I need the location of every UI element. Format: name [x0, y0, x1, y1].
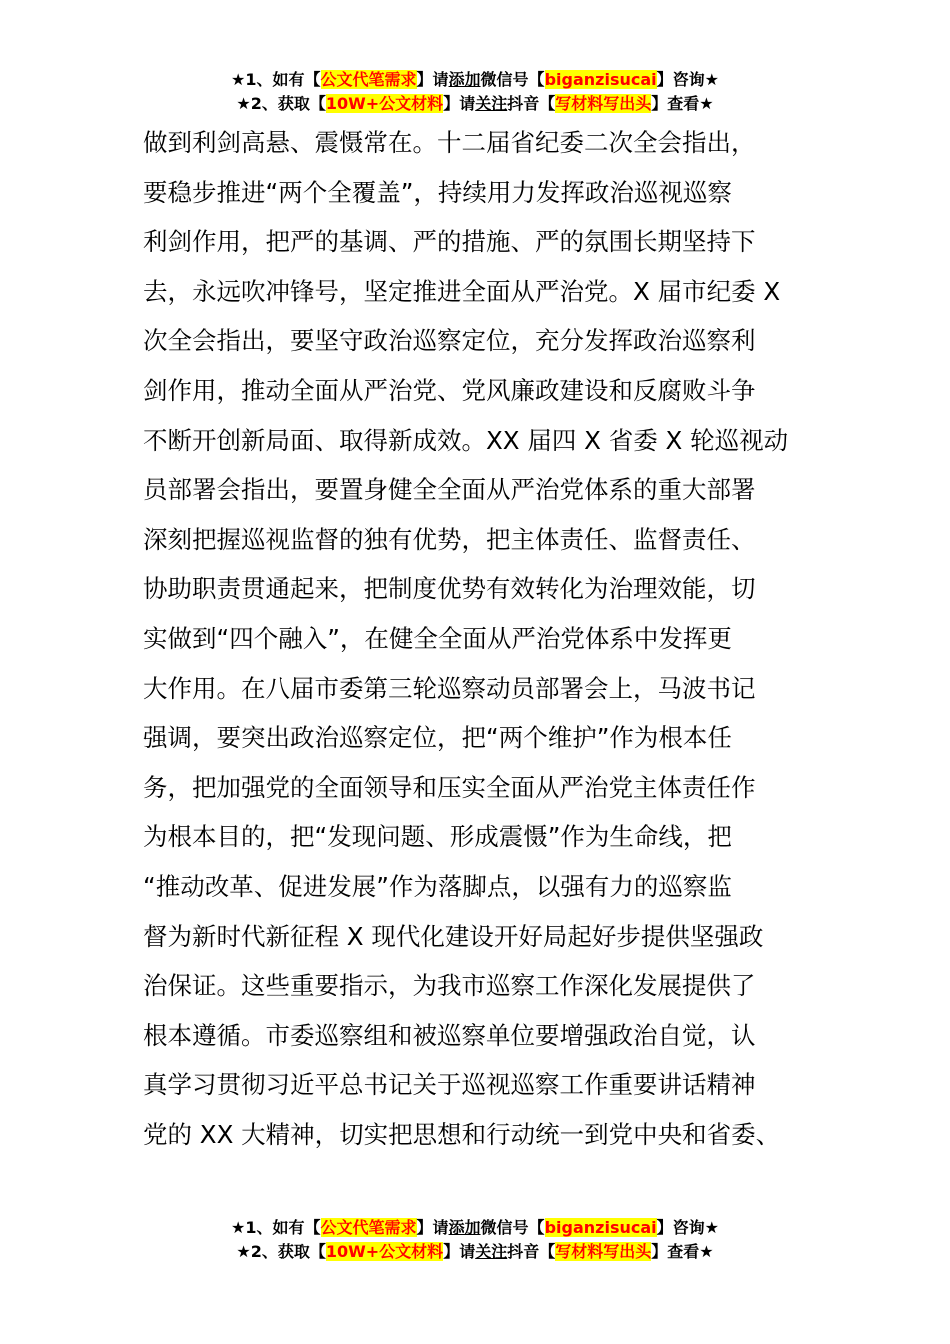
footer-highlight-materials: 10W+公文材料: [325, 1242, 444, 1261]
body-line: 次全会指出，要坚守政治巡察定位，充分发挥政治巡察利: [143, 326, 756, 356]
body-line: 强调，要突出政治巡察定位，把“两个维护”作为根本任: [143, 723, 732, 753]
header-line-1-suffix: 】咨询★: [656, 70, 719, 89]
header-line-2-suffix: 】查看★: [651, 94, 714, 113]
footer-underlined-follow: 关注: [475, 1242, 508, 1261]
footer-line-2: [0, 1240, 950, 1264]
document-body: [143, 118, 808, 1159]
footer-line-1-prefix: ★1、如有【: [231, 1218, 321, 1237]
header-banner: [0, 68, 950, 116]
body-line: 深刻把握巡视监督的独有优势，把主体责任、监督责任、: [143, 524, 756, 554]
header-line-2-text: 】请: [443, 94, 476, 113]
body-line: 为根本目的，把“发现问题、形成震慑”作为生命线，把: [143, 822, 732, 852]
body-line: 党的 XX 大精神，切实把思想和行动统一到党中央和省委、: [143, 1119, 781, 1149]
header-underlined-add: 添加: [448, 70, 481, 89]
footer-line-1-suffix: 】咨询★: [656, 1218, 719, 1237]
footer-line-1-text: 】请: [416, 1218, 449, 1237]
body-line: 治保证。这些重要指示，为我市巡察工作深化发展提供了: [143, 971, 756, 1001]
body-line: 务，把加强党的全面领导和压实全面从严治党主体责任作: [143, 772, 756, 802]
header-line-1-text-2: 微信号【: [480, 70, 545, 89]
header-highlight-wechat-id: biganzisucai: [544, 70, 657, 89]
header-line-2: [0, 92, 950, 116]
footer-line-2-text-2: 抖音【: [507, 1242, 556, 1261]
header-line-1-text: 】请: [416, 70, 449, 89]
footer-line-2-suffix: 】查看★: [651, 1242, 714, 1261]
body-line: 剑作用，推动全面从严治党、党风廉政建设和反腐败斗争: [143, 375, 756, 405]
body-line: 大作用。在八届市委第三轮巡察动员部署会上，马波书记: [143, 673, 756, 703]
body-line: 去，永远吹冲锋号，坚定推进全面从严治党。X 届市纪委 X: [143, 276, 781, 306]
body-line: 协助职责贯通起来，把制度优势有效转化为治理效能，切: [143, 574, 756, 604]
footer-highlight-wechat-id: biganzisucai: [544, 1218, 657, 1237]
header-line-2-prefix: ★2、获取【: [236, 94, 326, 113]
footer-line-1-text-2: 微信号【: [480, 1218, 545, 1237]
header-underlined-follow: 关注: [475, 94, 508, 113]
footer-underlined-add: 添加: [448, 1218, 481, 1237]
body-line: 做到利剑高悬、震慑常在。十二届省纪委二次全会指出，: [143, 128, 756, 157]
header-highlight-douyin-account: 写材料写出头: [555, 94, 652, 113]
header-highlight-writing-service: 公文代笔需求: [320, 70, 417, 89]
body-line: 真学习贯彻习近平总书记关于巡视巡察工作重要讲话精神: [143, 1070, 756, 1100]
footer-highlight-douyin-account: 写材料写出头: [555, 1242, 652, 1261]
body-line: 实做到“四个融入”，在健全全面从严治党体系中发挥更: [143, 623, 732, 653]
header-highlight-materials: 10W+公文材料: [325, 94, 444, 113]
body-line: 员部署会指出，要置身健全全面从严治党体系的重大部署: [143, 475, 756, 505]
body-line: “推动改革、促进发展”作为落脚点，以强有力的巡察监: [143, 871, 732, 901]
footer-banner: [0, 1216, 950, 1264]
footer-line-2-text: 】请: [443, 1242, 476, 1261]
footer-highlight-writing-service: 公文代笔需求: [320, 1218, 417, 1237]
header-line-2-text-2: 抖音【: [507, 94, 556, 113]
body-line: 督为新时代新征程 X 现代化建设开好局起好步提供坚强政: [143, 921, 764, 951]
header-line-1: [0, 68, 950, 92]
body-line: 不断开创新局面、取得新成效。XX 届四 X 省委 X 轮巡视动: [143, 425, 789, 455]
body-line: 根本遵循。市委巡察组和被巡察单位要增强政治自觉，认: [143, 1020, 756, 1050]
body-line: 利剑作用，把严的基调、严的措施、严的氛围长期坚持下: [143, 227, 756, 257]
footer-line-2-prefix: ★2、获取【: [236, 1242, 326, 1261]
header-line-1-prefix: ★1、如有【: [231, 70, 321, 89]
body-line: 要稳步推进“两个全覆盖”，持续用力发挥政治巡视巡察: [143, 177, 732, 207]
footer-line-1: [0, 1216, 950, 1240]
